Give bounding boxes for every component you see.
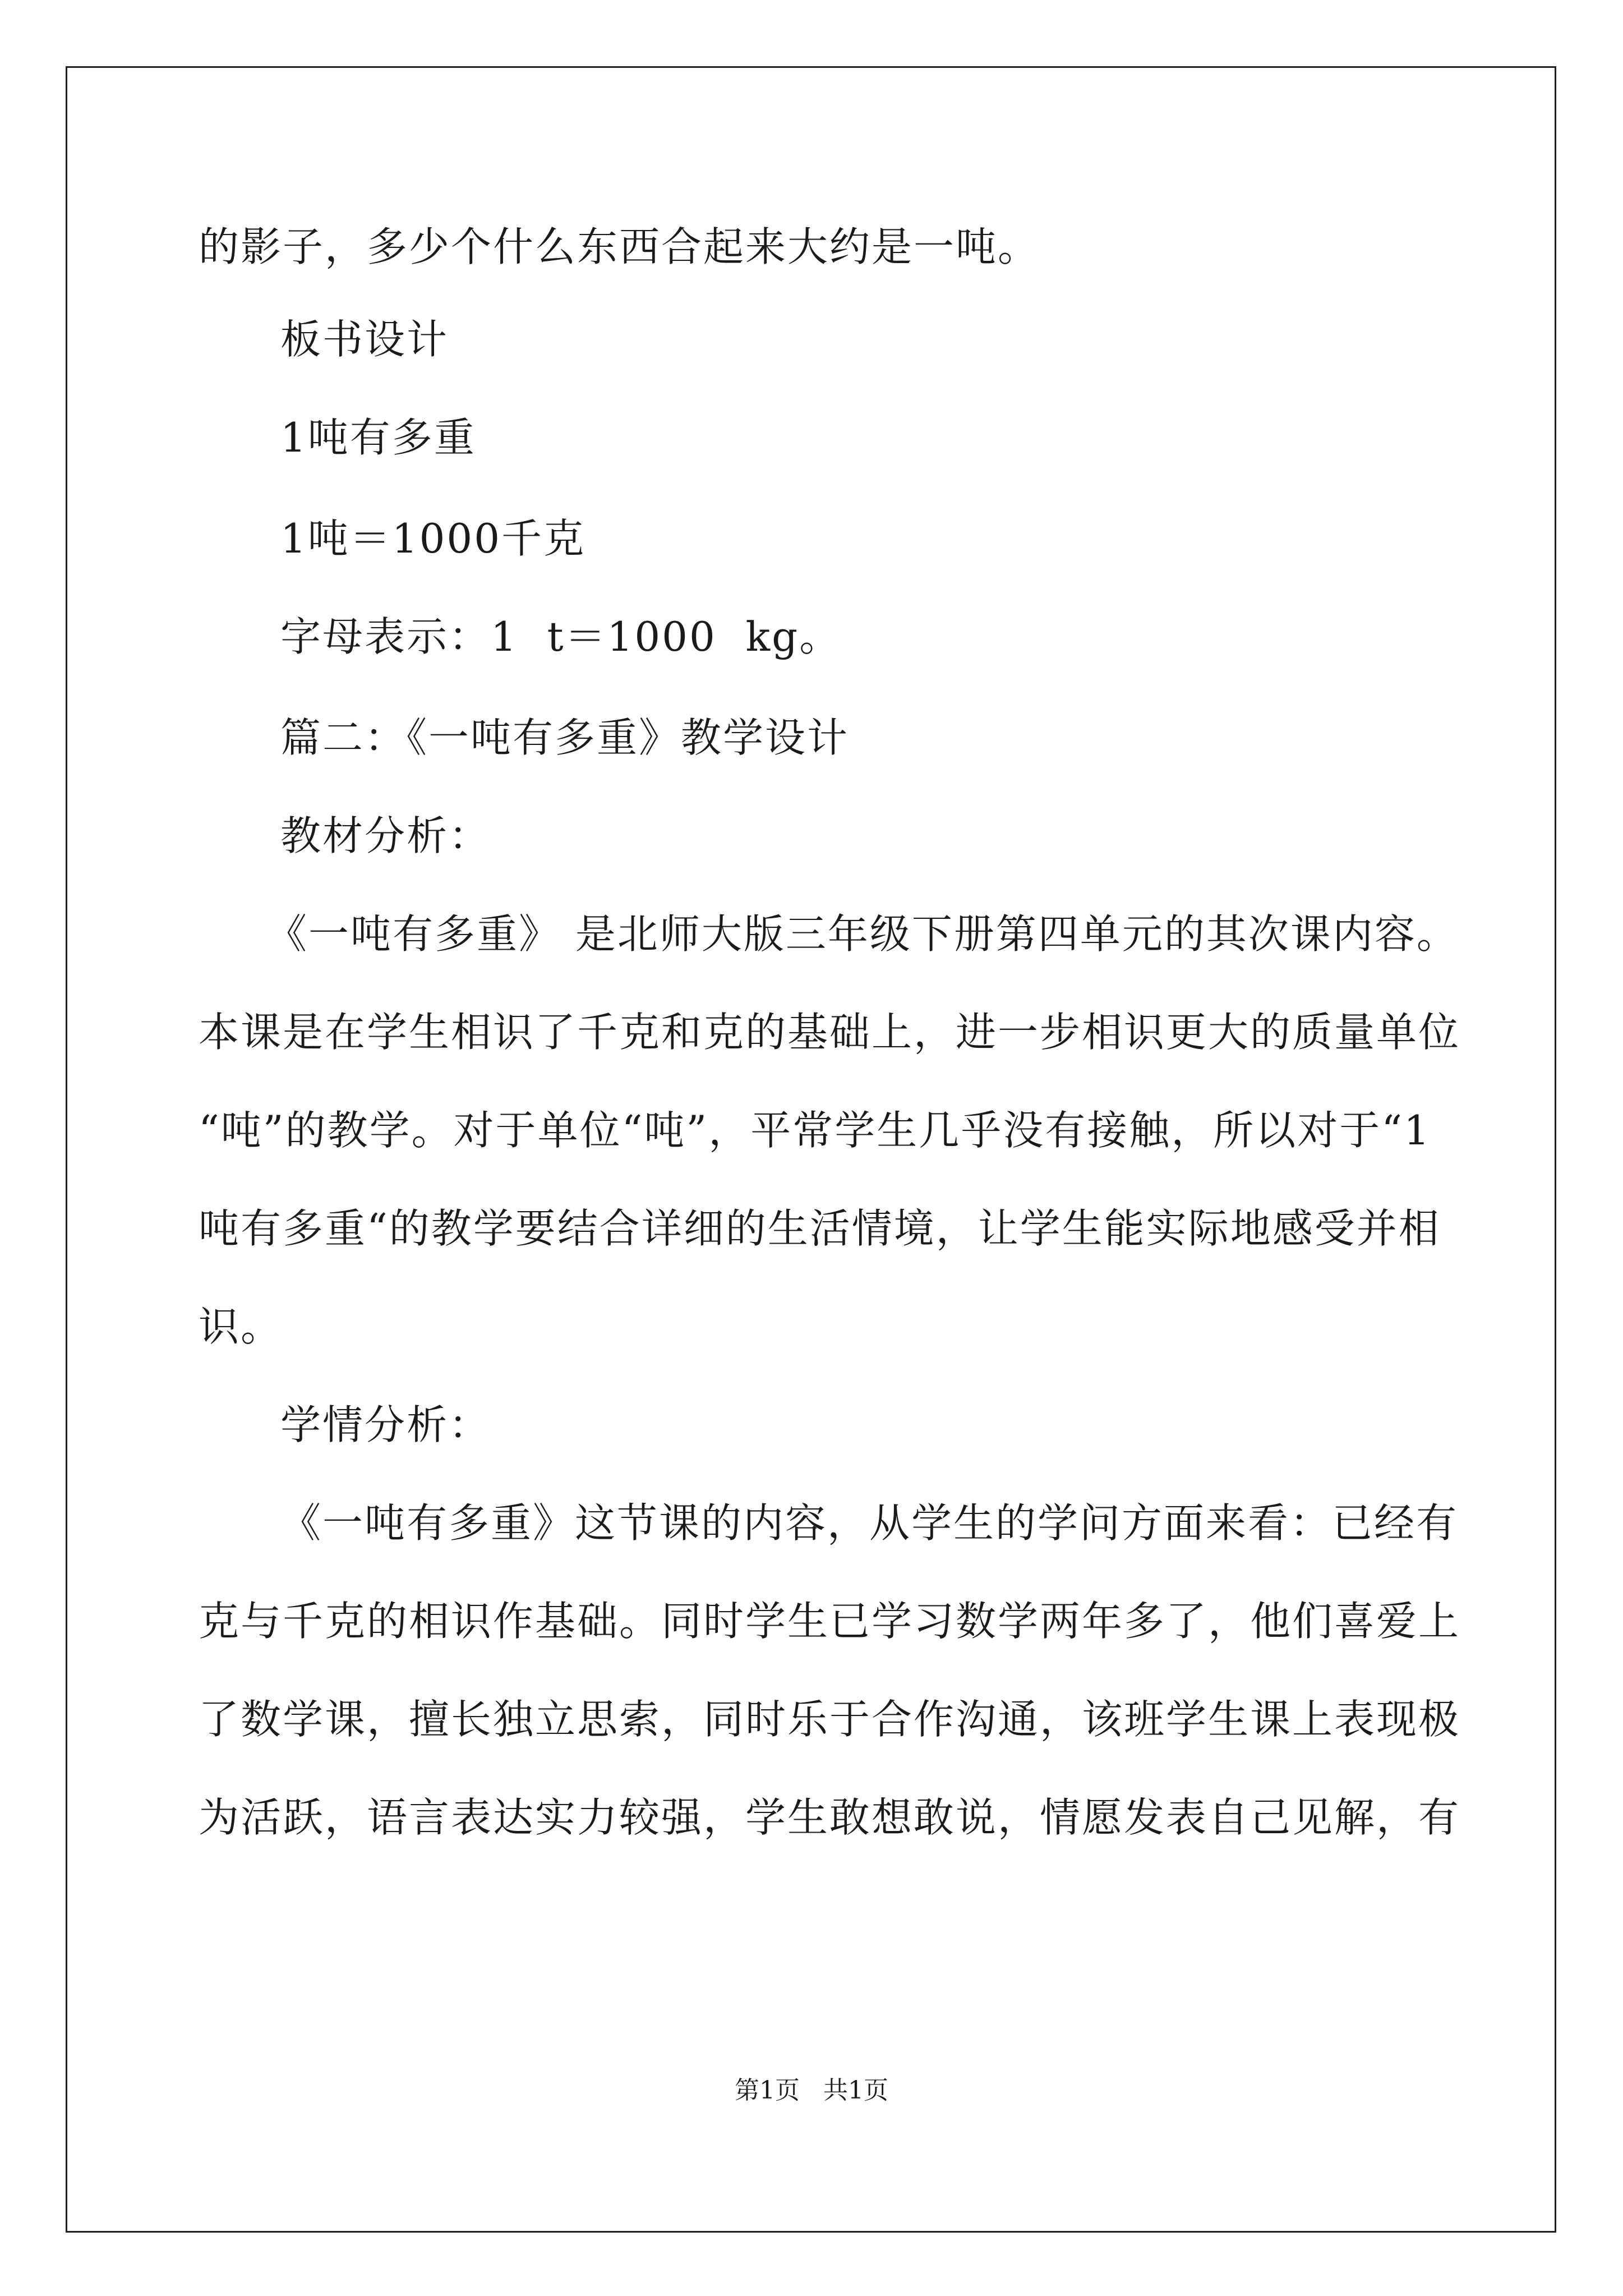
- paragraph-line: “吨”的教学。对于单位“吨”，平常学生几乎没有接触，所以对于“1: [199, 1107, 1431, 1154]
- paragraph-line: 《一吨有多重》 是北师大版三年级下册第四单元的其次课内容。: [266, 910, 1459, 958]
- board-line-letters: 字母表示：1 t＝1000 kg。: [280, 613, 842, 660]
- paragraph-line: 为活跃，语言表达实力较强，学生敢想敢说，情愿发表自己见解，有: [199, 1794, 1461, 1841]
- board-line-equation: 1吨＝1000千克: [280, 515, 586, 562]
- paragraph-line: 本课是在学生相识了千克和克的基础上，进一步相识更大的质量单位: [199, 1009, 1461, 1056]
- section-heading-material-analysis: 教材分析：: [280, 812, 491, 859]
- paragraph-line: 克与千克的相识作基础。同时学生已学习数学两年多了，他们喜爱上: [199, 1598, 1461, 1645]
- page-number-footer: 第1页 共1页: [735, 2076, 888, 2105]
- chapter-title: 篇二：《一吨有多重》教学设计: [280, 714, 850, 761]
- section-heading-student-analysis: 学情分析：: [280, 1401, 491, 1448]
- board-line-title: 1吨有多重: [280, 414, 476, 461]
- paragraph-line: 了数学课，擅长独立思索，同时乐于合作沟通，该班学生课上表现极: [199, 1696, 1461, 1743]
- paragraph-line: 吨有多重“的教学要结合详细的生活情境，让学生能实际地感受并相: [199, 1205, 1441, 1252]
- section-heading-board-design: 板书设计: [280, 316, 449, 363]
- body-line-continuation: 的影子，多少个什么东西合起来大约是一吨。: [199, 223, 1040, 270]
- paragraph-line: 《一吨有多重》这节课的内容，从学生的学问方面来看：已经有: [280, 1499, 1459, 1547]
- paragraph-line: 识。: [199, 1303, 283, 1350]
